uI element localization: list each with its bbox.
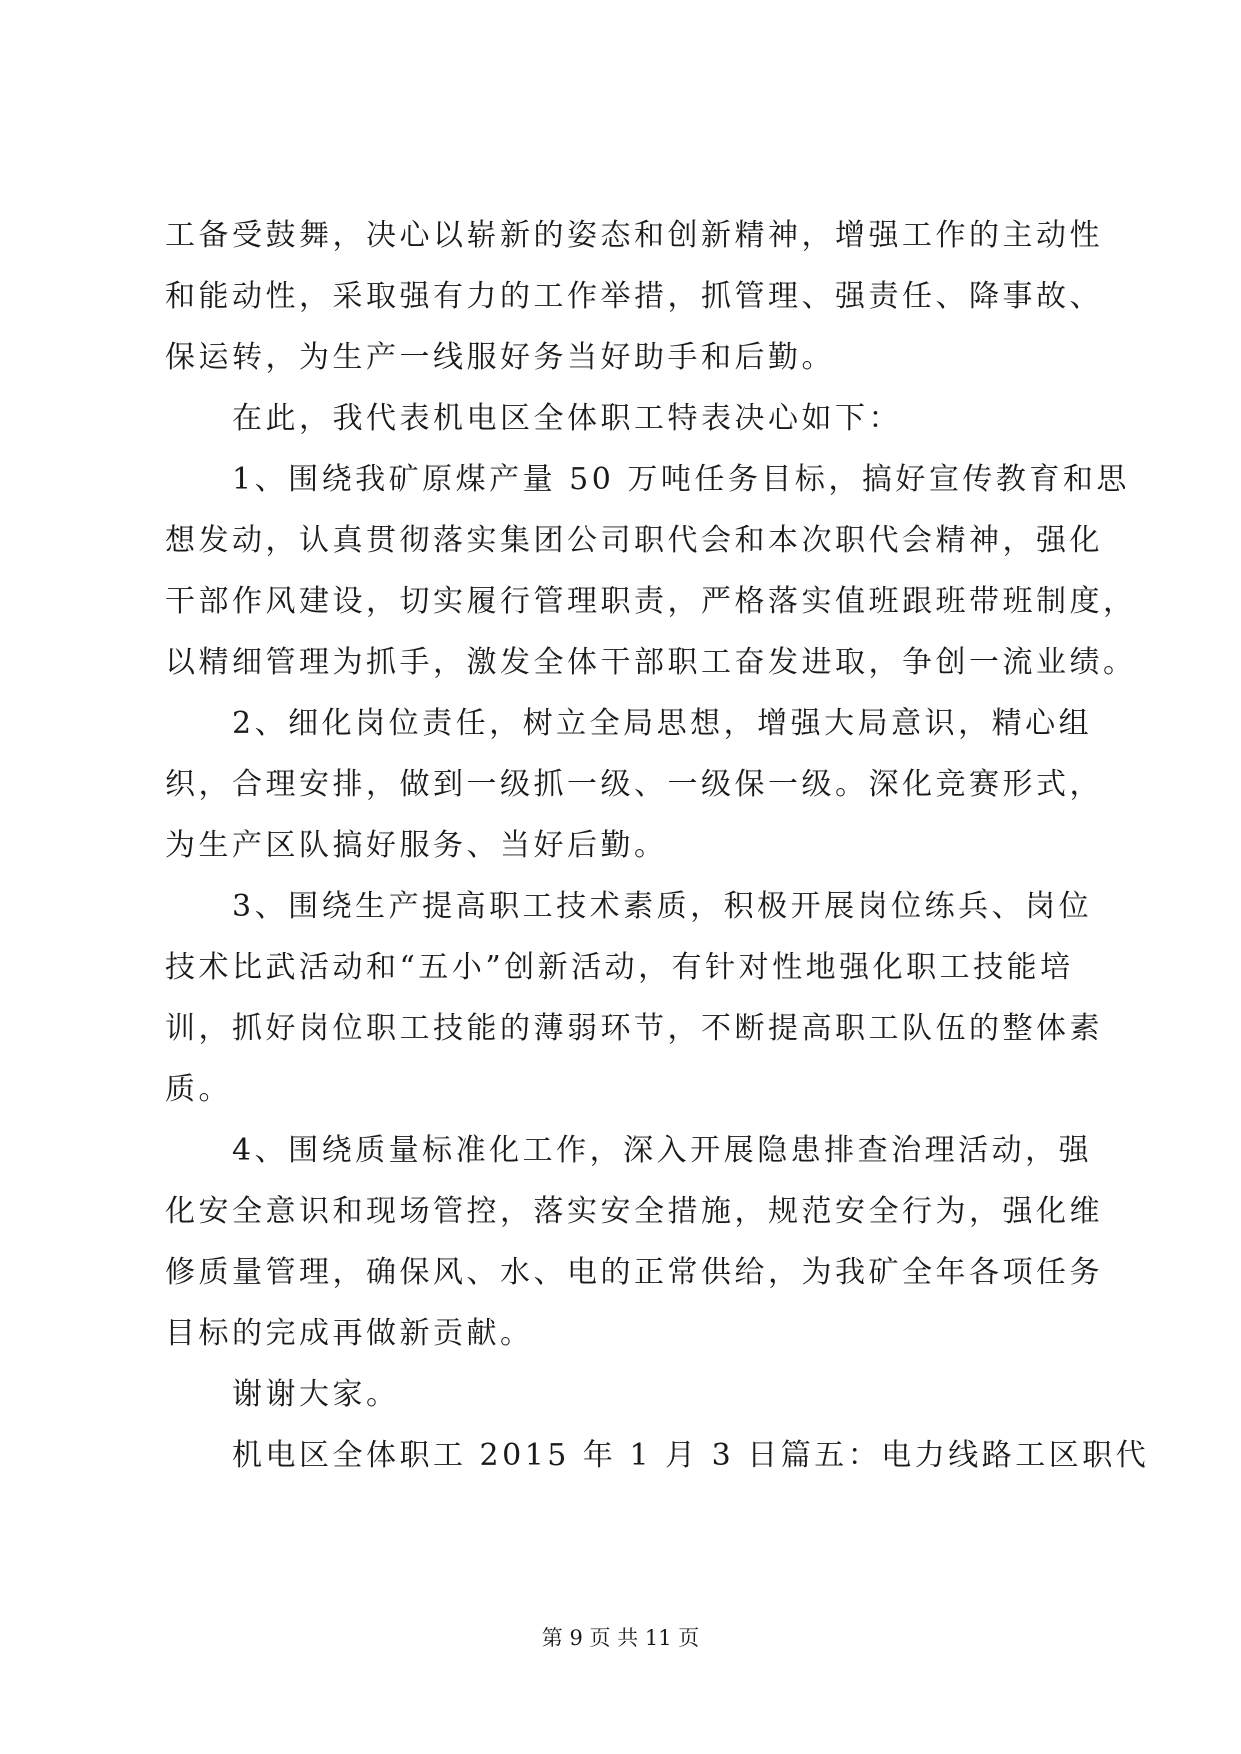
text-line: 谢谢大家。 — [232, 1377, 400, 1412]
text-line: 干部作风建设，切实履行管理职责，严格落实值班跟班带班制度， — [165, 584, 1137, 619]
text-line: 和能动性，采取强有力的工作举措，抓管理、强责任、降事故、 — [165, 279, 1103, 314]
text-line: 2、细化岗位责任，树立全局思想，增强大局意识，精心组 — [232, 706, 1093, 741]
text-line: 目标的完成再做新贡献。 — [165, 1316, 534, 1351]
text-line: 以精细管理为抓手，激发全体干部职工奋发进取，争创一流业绩。 — [165, 645, 1137, 680]
text-line: 为生产区队搞好服务、当好后勤。 — [165, 828, 668, 863]
text-line: 保运转，为生产一线服好务当好助手和后勤。 — [165, 340, 835, 375]
text-line: 工备受鼓舞，决心以崭新的姿态和创新精神，增强工作的主动性 — [165, 218, 1103, 253]
text-line: 4、围绕质量标准化工作，深入开展隐患排查治理活动，强 — [232, 1133, 1093, 1168]
text-line: 修质量管理，确保风、水、电的正常供给，为我矿全年各项任务 — [165, 1255, 1103, 1290]
text-line: 训，抓好岗位职工技能的薄弱环节，不断提高职工队伍的整体素 — [165, 1011, 1103, 1046]
text-line: 织，合理安排，做到一级抓一级、一级保一级。深化竞赛形式， — [165, 767, 1103, 802]
page-number-footer: 第 9 页 共 11 页 — [541, 1626, 700, 1650]
text-line: 质。 — [165, 1072, 232, 1107]
text-line: 想发动，认真贯彻落实集团公司职代会和本次职代会精神，强化 — [165, 523, 1103, 558]
text-line: 化安全意识和现场管控，落实安全措施，规范安全行为，强化维 — [165, 1194, 1103, 1229]
text-line: 在此，我代表机电区全体职工特表决心如下： — [232, 401, 902, 436]
text-line: 1、围绕我矿原煤产量 50 万吨任务目标，搞好宣传教育和思 — [232, 462, 1130, 497]
text-line: 3、围绕生产提高职工技术素质，积极开展岗位练兵、岗位 — [232, 889, 1093, 924]
text-line: 技术比武活动和“五小”创新活动，有针对性地强化职工技能培 — [165, 950, 1074, 985]
text-line: 机电区全体职工 2015 年 1 月 3 日篇五：电力线路工区职代 — [232, 1438, 1150, 1473]
